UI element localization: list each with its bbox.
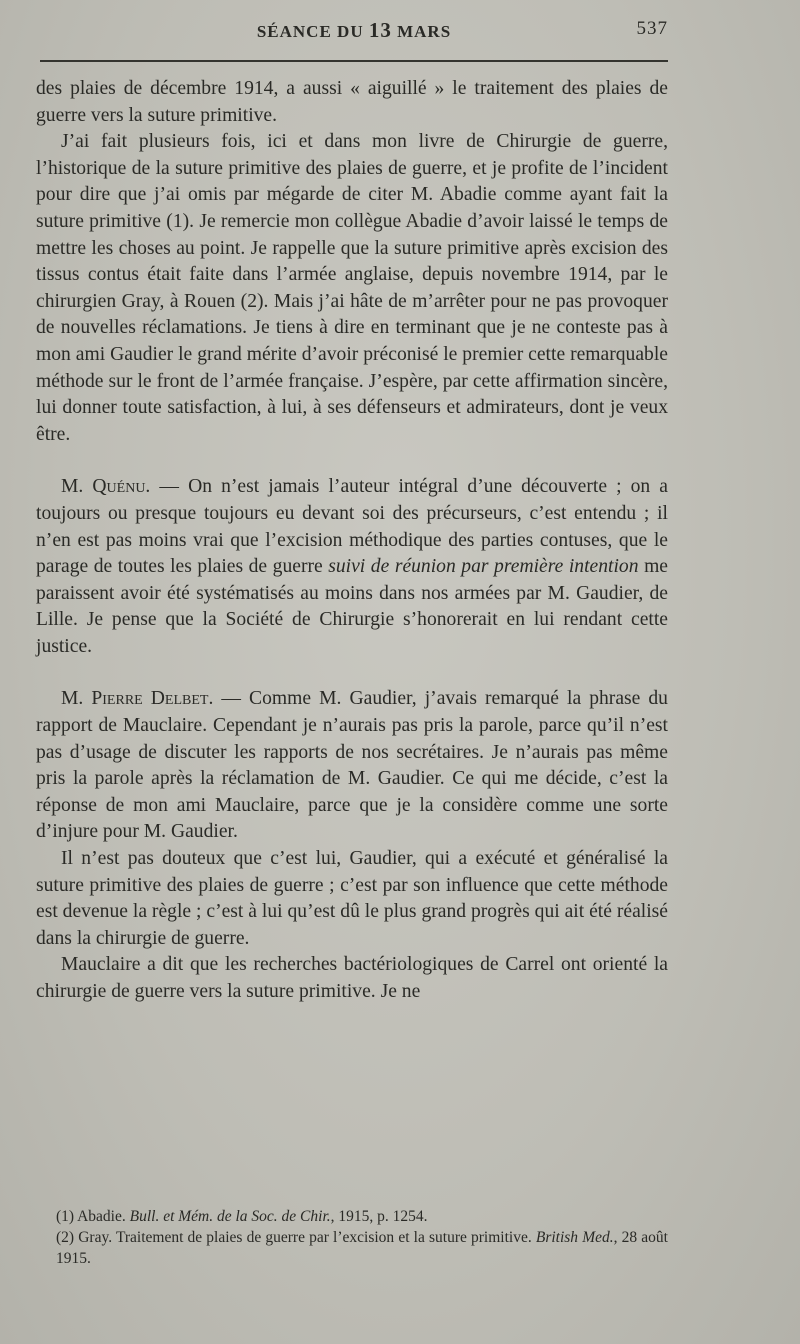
paragraph: Il n’est pas douteux que c’est lui, Gaudier, qui a exécuté et généralisé la suture primitive des plaies de guerre ; c’est par son influence que cette méthode est devenue la règle ; c’est à lui qu’est dû le plus grand progrès qui ait été réalisé dans la chirurgie de guerre. — [36, 848, 668, 949]
running-title-prefix: SÉANCE DU — [256, 22, 369, 41]
paragraph-delbet — [36, 686, 668, 846]
paragraph-text: — On n’est jamais l’auteur intégral d’une découverte ; on a toujours ou presque toujours eu devant soi des précurseurs, c’est entendu ; il n’en est pas moins vrai que l’excision méthodique des parties contuses, que le parage de toutes les plaies de guerre — [36, 476, 668, 578]
footnote-text: , 1915, p. 1254. — [330, 1208, 428, 1225]
paragraph-quenu — [36, 474, 668, 660]
running-title — [40, 18, 668, 43]
footnote-text: , 28 août 1915. — [56, 1229, 668, 1267]
paragraph: J’ai fait plusieurs fois, ici et dans mon livre de Chirurgie de guerre, l’historique de la suture primitive des plaies de guerre, et je profite de l’incident pour dire que j’ai omis par mégarde de citer M. Abadie comme ayant fait la suture primitive (1). Je remercie mon collègue Abadie d’avoir laissé le temps de mettre les choses au point. Je rappelle que la suture primitive après excision des tissus contus était faite dans l’armée anglaise, depuis novembre 1914, par le chirurgien Gray, à Rouen (2). Mais j’ai hâte de m’arrêter pour ne pas provoquer de nouvelles réclamations. Je tiens à dire en terminant que je ne conteste pas à mon ami Gaudier le grand mérite d’avoir préconisé le premier cette remarquable méthode sur le front de l’armée française. J’espère, par cette affirmation sincère, lui donner toute satisfaction, à lui, à ses défenseurs et admirateurs, dont je veux être. — [36, 131, 668, 445]
paragraph-text: — Comme M. Gaudier, j’avais remarqué la phrase du rapport de Mauclaire. Cependant je n’aurais pas pris la parole, parce qu’il n’est pas d’usage de discuter les rapports de nos secrétaires. Je n’aurais pas même pris la parole après la réclamation de M. Gaudier. Ce qui me décide, c’est la réponse de mon ami Mauclaire, parce que je la considère comme une sorte d’injure pour M. Gaudier. — [36, 688, 668, 843]
main-text — [36, 76, 668, 1006]
footnote-2 — [56, 1227, 668, 1269]
running-title-suffix: MARS — [391, 22, 452, 41]
italic-phrase: suivi de réunion par première intention — [328, 556, 639, 578]
footnote-text: (1) Abadie. — [56, 1208, 130, 1225]
footnote-journal: British Med. — [535, 1229, 614, 1246]
paragraph-continuation: des plaies de décembre 1914, a aussi « aiguillé » le traitement des plaies de guerre vers la suture primitive. — [36, 78, 668, 126]
running-title-day: 13 — [368, 18, 392, 42]
speaker-name: M. Pierre Delbet. — [61, 688, 214, 710]
speaker-name: M. Quénu. — [61, 476, 151, 498]
footnotes — [56, 1206, 668, 1269]
page-number: 537 — [636, 18, 668, 39]
footnote-journal: Bull. et Mém. de la Soc. de Chir. — [129, 1208, 331, 1225]
page-header — [40, 18, 668, 46]
paragraph: Mauclaire a dit que les recherches bactériologiques de Carrel ont orienté la chirurgie de guerre vers la suture primitive. Je ne — [36, 954, 668, 1002]
footnote-1 — [56, 1206, 668, 1227]
header-rule — [40, 60, 668, 62]
paragraph-text: me paraissent avoir été systématisés au moins dans nos armées par M. Gaudier, de Lille. Je pense que la Société de Chirurgie s’honorerait en lui rendant cette justice. — [36, 556, 669, 657]
footnote-text: (2) Gray. Traitement de plaies de guerre par l’excision et la suture primitive. — [56, 1229, 536, 1246]
